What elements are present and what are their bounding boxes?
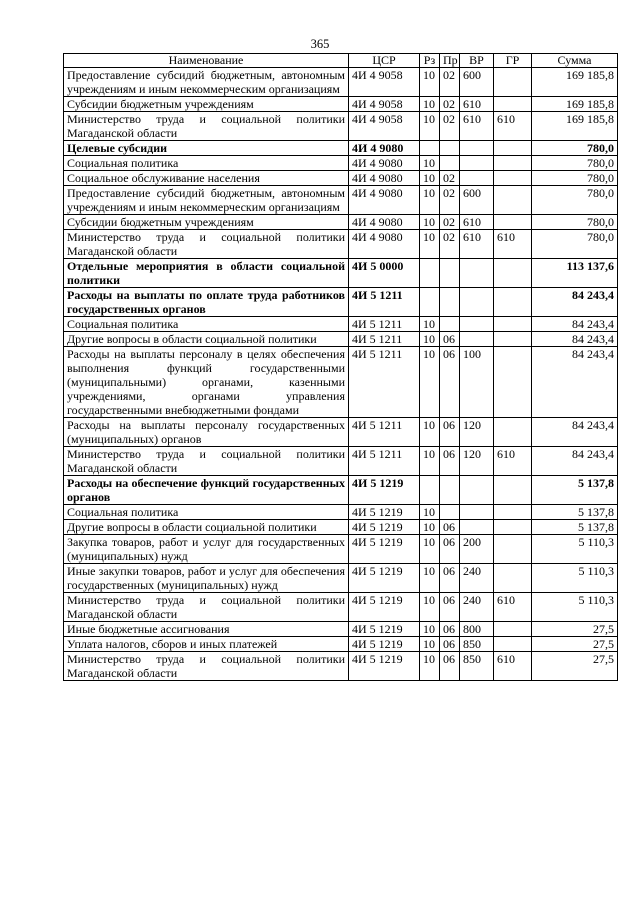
row-pr-cell: 06	[440, 535, 460, 564]
row-rz-cell	[420, 259, 440, 288]
row-pr-cell	[440, 156, 460, 171]
row-sum-cell: 5 137,8	[532, 520, 618, 535]
row-name-cell: Субсидии бюджетным учреждениям	[64, 215, 349, 230]
row-name-cell: Уплата налогов, сборов и иных платежей	[64, 637, 349, 652]
row-vr-cell: 850	[460, 652, 494, 681]
table-row	[64, 171, 618, 186]
row-csr-cell: 4И 5 1211	[349, 418, 420, 447]
row-pr-cell: 06	[440, 332, 460, 347]
row-vr-cell	[460, 141, 494, 156]
row-sum-cell: 113 137,6	[532, 259, 618, 288]
row-rz-cell: 10	[420, 215, 440, 230]
header-row	[64, 54, 618, 68]
row-gr-cell	[494, 186, 532, 215]
row-gr-cell	[494, 564, 532, 593]
header-gr: ГР	[494, 54, 532, 68]
row-gr-cell	[494, 141, 532, 156]
row-gr-cell	[494, 520, 532, 535]
row-rz-cell: 10	[420, 156, 440, 171]
table-row	[64, 535, 618, 564]
table-row	[64, 288, 618, 317]
row-sum-cell: 84 243,4	[532, 418, 618, 447]
table-row	[64, 97, 618, 112]
row-pr-cell: 06	[440, 637, 460, 652]
row-pr-cell: 06	[440, 447, 460, 476]
row-gr-cell	[494, 68, 532, 97]
row-gr-cell	[494, 259, 532, 288]
row-name-cell: Субсидии бюджетным учреждениям	[64, 97, 349, 112]
table-row	[64, 520, 618, 535]
row-gr-cell	[494, 332, 532, 347]
row-sum-cell: 5 137,8	[532, 505, 618, 520]
row-pr-cell: 06	[440, 347, 460, 418]
row-name-cell: Другие вопросы в области социальной политики	[64, 520, 349, 535]
row-vr-cell	[460, 156, 494, 171]
row-sum-cell: 780,0	[532, 141, 618, 156]
header-vr: ВР	[460, 54, 494, 68]
row-vr-cell: 200	[460, 535, 494, 564]
table-row	[64, 141, 618, 156]
row-gr-cell	[494, 505, 532, 520]
row-name-cell: Социальная политика	[64, 505, 349, 520]
table-row	[64, 622, 618, 637]
row-vr-cell: 100	[460, 347, 494, 418]
table-row	[64, 347, 618, 418]
row-rz-cell: 10	[420, 186, 440, 215]
row-csr-cell: 4И 5 1219	[349, 564, 420, 593]
table-header	[64, 54, 618, 68]
row-vr-cell	[460, 259, 494, 288]
row-csr-cell: 4И 5 1219	[349, 535, 420, 564]
header-name: Наименование	[64, 54, 349, 68]
row-vr-cell: 800	[460, 622, 494, 637]
header-csr: ЦСР	[349, 54, 420, 68]
row-rz-cell: 10	[420, 622, 440, 637]
row-rz-cell: 10	[420, 652, 440, 681]
table-row	[64, 112, 618, 141]
row-name-cell: Отдельные мероприятия в области социальной политики	[64, 259, 349, 288]
budget-table	[63, 53, 618, 681]
row-csr-cell: 4И 5 1219	[349, 652, 420, 681]
row-csr-cell: 4И 5 1211	[349, 347, 420, 418]
row-csr-cell: 4И 5 1211	[349, 447, 420, 476]
row-sum-cell: 780,0	[532, 171, 618, 186]
row-name-cell: Социальная политика	[64, 156, 349, 171]
row-pr-cell: 02	[440, 112, 460, 141]
row-rz-cell: 10	[420, 564, 440, 593]
table-row	[64, 447, 618, 476]
row-vr-cell	[460, 505, 494, 520]
row-csr-cell: 4И 4 9080	[349, 141, 420, 156]
row-csr-cell: 4И 5 1219	[349, 520, 420, 535]
row-name-cell: Другие вопросы в области социальной политики	[64, 332, 349, 347]
table-row	[64, 564, 618, 593]
row-sum-cell: 780,0	[532, 215, 618, 230]
row-csr-cell: 4И 4 9058	[349, 68, 420, 97]
row-name-cell: Министерство труда и социальной политики Магаданской области	[64, 447, 349, 476]
row-csr-cell: 4И 5 1219	[349, 622, 420, 637]
row-pr-cell: 02	[440, 68, 460, 97]
row-pr-cell: 02	[440, 97, 460, 112]
row-gr-cell	[494, 476, 532, 505]
row-pr-cell	[440, 288, 460, 317]
row-sum-cell: 84 243,4	[532, 317, 618, 332]
row-csr-cell: 4И 5 1211	[349, 288, 420, 317]
row-pr-cell	[440, 476, 460, 505]
table-row	[64, 418, 618, 447]
row-vr-cell: 240	[460, 564, 494, 593]
row-sum-cell: 84 243,4	[532, 332, 618, 347]
row-name-cell: Предоставление субсидий бюджетным, автономным учреждениям и иным некоммерческим организациям	[64, 186, 349, 215]
table-row	[64, 593, 618, 622]
row-gr-cell	[494, 535, 532, 564]
row-sum-cell: 27,5	[532, 637, 618, 652]
row-pr-cell: 06	[440, 593, 460, 622]
table-row	[64, 215, 618, 230]
row-sum-cell: 5 110,3	[532, 593, 618, 622]
row-rz-cell: 10	[420, 520, 440, 535]
row-vr-cell	[460, 288, 494, 317]
row-sum-cell: 84 243,4	[532, 347, 618, 418]
table-row	[64, 68, 618, 97]
row-vr-cell: 610	[460, 230, 494, 259]
row-gr-cell: 610	[494, 112, 532, 141]
row-gr-cell	[494, 171, 532, 186]
row-sum-cell: 5 110,3	[532, 564, 618, 593]
row-gr-cell	[494, 637, 532, 652]
table-row	[64, 476, 618, 505]
row-pr-cell: 06	[440, 622, 460, 637]
row-name-cell: Предоставление субсидий бюджетным, автономным учреждениям и иным некоммерческим организациям	[64, 68, 349, 97]
table-row	[64, 156, 618, 171]
table-row	[64, 332, 618, 347]
row-gr-cell	[494, 215, 532, 230]
row-vr-cell	[460, 332, 494, 347]
row-pr-cell	[440, 505, 460, 520]
table-row	[64, 317, 618, 332]
row-name-cell: Расходы на обеспечение функций государственных органов	[64, 476, 349, 505]
row-vr-cell: 610	[460, 97, 494, 112]
row-gr-cell	[494, 156, 532, 171]
row-name-cell: Расходы на выплаты персоналу в целях обеспечения выполнения функций государственными (муниципальными) органами, казенными учреждениями, органами управления государственными внебюджетными фондами	[64, 347, 349, 418]
row-gr-cell	[494, 288, 532, 317]
row-pr-cell: 06	[440, 418, 460, 447]
row-rz-cell	[420, 476, 440, 505]
row-gr-cell: 610	[494, 447, 532, 476]
row-rz-cell	[420, 141, 440, 156]
row-pr-cell: 06	[440, 520, 460, 535]
row-rz-cell: 10	[420, 317, 440, 332]
row-sum-cell: 84 243,4	[532, 288, 618, 317]
row-rz-cell: 10	[420, 505, 440, 520]
row-pr-cell: 06	[440, 652, 460, 681]
row-csr-cell: 4И 5 1219	[349, 637, 420, 652]
table-body	[64, 68, 618, 681]
row-rz-cell: 10	[420, 230, 440, 259]
row-vr-cell: 850	[460, 637, 494, 652]
table-row	[64, 230, 618, 259]
row-vr-cell: 600	[460, 68, 494, 97]
row-gr-cell: 610	[494, 593, 532, 622]
row-vr-cell: 240	[460, 593, 494, 622]
row-gr-cell	[494, 418, 532, 447]
row-name-cell: Министерство труда и социальной политики Магаданской области	[64, 652, 349, 681]
row-pr-cell: 02	[440, 230, 460, 259]
row-name-cell: Иные закупки товаров, работ и услуг для обеспечения государственных (муниципальных) нужд	[64, 564, 349, 593]
row-csr-cell: 4И 5 1211	[349, 317, 420, 332]
row-pr-cell	[440, 141, 460, 156]
row-name-cell: Расходы на выплаты персоналу государственных (муниципальных) органов	[64, 418, 349, 447]
row-gr-cell: 610	[494, 230, 532, 259]
table-row	[64, 259, 618, 288]
row-name-cell: Министерство труда и социальной политики Магаданской области	[64, 230, 349, 259]
header-rz: Рз	[420, 54, 440, 68]
row-name-cell: Социальная политика	[64, 317, 349, 332]
row-csr-cell: 4И 4 9080	[349, 230, 420, 259]
row-rz-cell: 10	[420, 418, 440, 447]
row-name-cell: Целевые субсидии	[64, 141, 349, 156]
row-gr-cell: 610	[494, 652, 532, 681]
row-csr-cell: 4И 5 1219	[349, 476, 420, 505]
row-rz-cell: 10	[420, 68, 440, 97]
row-csr-cell: 4И 5 1219	[349, 505, 420, 520]
row-gr-cell	[494, 317, 532, 332]
row-name-cell: Расходы на выплаты по оплате труда работников государственных органов	[64, 288, 349, 317]
row-pr-cell: 02	[440, 186, 460, 215]
row-name-cell: Министерство труда и социальной политики Магаданской области	[64, 593, 349, 622]
row-csr-cell: 4И 4 9080	[349, 186, 420, 215]
table-row	[64, 637, 618, 652]
row-csr-cell: 4И 4 9080	[349, 171, 420, 186]
row-csr-cell: 4И 5 0000	[349, 259, 420, 288]
row-rz-cell: 10	[420, 332, 440, 347]
table-row	[64, 505, 618, 520]
row-sum-cell: 84 243,4	[532, 447, 618, 476]
row-sum-cell: 169 185,8	[532, 112, 618, 141]
row-pr-cell	[440, 259, 460, 288]
header-sum: Сумма	[532, 54, 618, 68]
row-name-cell: Иные бюджетные ассигнования	[64, 622, 349, 637]
row-vr-cell	[460, 171, 494, 186]
row-rz-cell: 10	[420, 593, 440, 622]
row-csr-cell: 4И 4 9058	[349, 112, 420, 141]
row-pr-cell: 02	[440, 171, 460, 186]
row-sum-cell: 27,5	[532, 622, 618, 637]
row-pr-cell	[440, 317, 460, 332]
row-rz-cell: 10	[420, 97, 440, 112]
row-gr-cell	[494, 97, 532, 112]
row-sum-cell: 5 137,8	[532, 476, 618, 505]
row-vr-cell: 600	[460, 186, 494, 215]
row-pr-cell: 02	[440, 215, 460, 230]
row-sum-cell: 5 110,3	[532, 535, 618, 564]
row-name-cell: Закупка товаров, работ и услуг для государственных (муниципальных) нужд	[64, 535, 349, 564]
row-name-cell: Социальное обслуживание населения	[64, 171, 349, 186]
row-vr-cell: 120	[460, 418, 494, 447]
row-sum-cell: 780,0	[532, 156, 618, 171]
row-rz-cell	[420, 288, 440, 317]
row-vr-cell: 120	[460, 447, 494, 476]
row-csr-cell: 4И 5 1219	[349, 593, 420, 622]
page-number: 365	[310, 37, 330, 51]
row-rz-cell: 10	[420, 347, 440, 418]
row-vr-cell	[460, 520, 494, 535]
table-row	[64, 652, 618, 681]
row-name-cell: Министерство труда и социальной политики Магаданской области	[64, 112, 349, 141]
row-rz-cell: 10	[420, 447, 440, 476]
row-vr-cell	[460, 476, 494, 505]
row-pr-cell: 06	[440, 564, 460, 593]
row-vr-cell: 610	[460, 215, 494, 230]
row-csr-cell: 4И 4 9080	[349, 215, 420, 230]
row-csr-cell: 4И 4 9080	[349, 156, 420, 171]
row-sum-cell: 27,5	[532, 652, 618, 681]
row-rz-cell: 10	[420, 112, 440, 141]
header-pr: Пр	[440, 54, 460, 68]
row-rz-cell: 10	[420, 171, 440, 186]
row-rz-cell: 10	[420, 535, 440, 564]
row-gr-cell	[494, 622, 532, 637]
row-rz-cell: 10	[420, 637, 440, 652]
row-sum-cell: 169 185,8	[532, 68, 618, 97]
row-csr-cell: 4И 5 1211	[349, 332, 420, 347]
row-vr-cell: 610	[460, 112, 494, 141]
row-sum-cell: 169 185,8	[532, 97, 618, 112]
row-sum-cell: 780,0	[532, 186, 618, 215]
row-vr-cell	[460, 317, 494, 332]
row-gr-cell	[494, 347, 532, 418]
row-sum-cell: 780,0	[532, 230, 618, 259]
row-csr-cell: 4И 4 9058	[349, 97, 420, 112]
table-row	[64, 186, 618, 215]
